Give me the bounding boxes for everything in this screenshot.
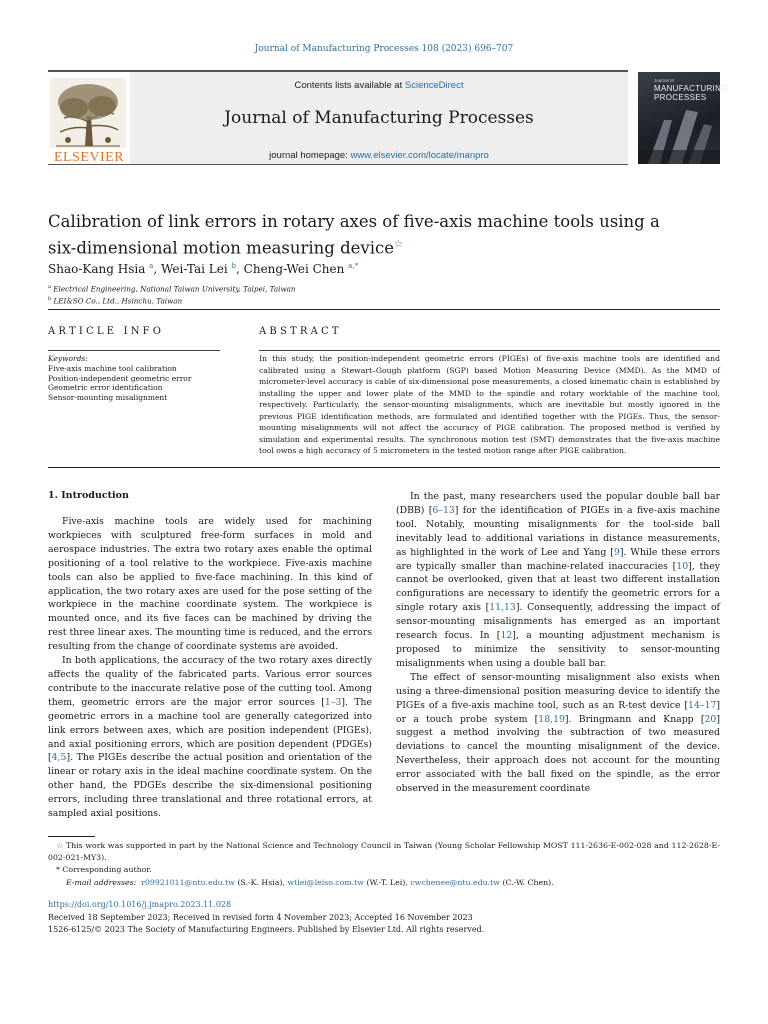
footnotes <box>48 840 720 889</box>
funding-footnote <box>48 840 720 864</box>
affiliation-key: a <box>48 284 51 290</box>
affiliation-text: Electrical Engineering, National Taiwan University, Taipei, Taiwan <box>53 284 296 294</box>
email-link[interactable]: wtlei@leiso.com.tw <box>287 877 364 887</box>
paragraph-text: ]. The geometric errors in a machine tool are generally categorized into link errors between axes, which are position independent (PIGEs), and axial positioning errors, which are position dependent (PDGEs) [ <box>48 696 372 764</box>
email-link[interactable]: r09921011@ntu.edu.tw <box>141 877 235 887</box>
affiliation-item <box>48 282 688 294</box>
author-name: Shao-Kang Hsia <box>48 262 146 276</box>
corresponding-text: Corresponding author. <box>62 865 152 875</box>
email-owner: (W.-T. Lei), <box>366 877 408 887</box>
copyright-notice: 1526-6125/© 2023 The Society of Manufacturing Engineers. Published by Elsevier Ltd. All rights reserved. <box>48 925 485 934</box>
reference-link[interactable]: 12 <box>500 630 513 642</box>
divider <box>259 350 720 351</box>
author-affiliation-mark[interactable]: a <box>149 262 154 270</box>
author-name: Wei-Tai Lei <box>161 262 228 276</box>
paragraph-text: The effect of sensor-mounting misalignment also exists when using a three-dimensional position measuring device to identify the PIGEs of a five-axis machine tool, such as an R-test device [ <box>396 671 720 711</box>
reference-link[interactable]: 6–13 <box>432 504 455 516</box>
reference-link[interactable]: 20 <box>704 713 717 725</box>
paragraph-text: In the past, many researchers used the popular double ball bar (DBB) [ <box>396 491 720 516</box>
cover-title: MANUFACTURING PROCESSES <box>654 84 728 102</box>
contents-availability <box>130 80 628 91</box>
paragraph-text: ] or a touch probe system [ <box>396 699 720 725</box>
keywords-block <box>48 354 228 403</box>
paragraph-text: Five-axis machine tools are widely used for machining workpieces with sculptured free-form surfaces in mold and aerospace industries. The extra two rotary axes enable the optimal positioning of a tool relative to the workpiece. Five-axis machine tools can also be applied to five-face machining. In this kind of application, the two rotary axes are used for the pose setting of the workpiece in the machine coordinate system. The workpiece is mounted once, and its five faces can be machined by driving the rest three linear axes. The mounting time is reduced, and the errors resulting from the change of coordinate systems are avoided. <box>48 516 372 653</box>
contents-prefix: Contents lists available at <box>294 80 405 91</box>
corresponding-mark: * <box>56 865 60 875</box>
body-paragraph <box>396 671 720 796</box>
email-link[interactable]: cwchenee@ntu.edu.tw <box>410 877 500 887</box>
affiliation-item <box>48 294 688 306</box>
author-affiliation-mark[interactable]: a,* <box>348 262 359 270</box>
reference-link[interactable]: 18,19 <box>538 713 565 725</box>
elsevier-wordmark[interactable]: ELSEVIER <box>53 150 125 165</box>
received-dates: Received 18 September 2023; Received in revised form 4 November 2023; Accepted 16 November 2023 <box>48 913 473 922</box>
paragraph-text: ], a mounting adjustment mechanism is proposed to minimize the sensitivity to sensor-mounting misalignments when using a double ball bar. <box>396 630 721 669</box>
affiliation-text: LEI&SO Co., Ltd., Hsinchu, Taiwan <box>53 296 183 306</box>
keyword-item: Geometric error identification <box>48 383 163 393</box>
affiliation-key: b <box>48 296 52 303</box>
abstract-text: In this study, the position-independent geometric errors (PIGEs) of five-axis machine tools are identified and calibrated using a Stewart–Gough platform (SGP) based Motion Measuring Device (MMD). As the MMD of micrometer-level accuracy is cable of six-dimensional pose measurements, a closed kinematic chain is established by installing the upper and lower plate of the MMD to the spindle and rotary worktable of the machine tool, respectively. Particularly, the sensor-mounting misalignments, which are inevitable but mostly ignored in the previous PIGE identification methods, are formulated and identified together with the PIGEs. Thus, the sensor-mounting misalignments will not affect the accuracy of PIGE calibration. The proposed method is verified by simulation and experimental results. The synchronous motion test (SMT) demonstrates that the five-axis machine tool owns a high accuracy of 5 micrometers in the tested motion range after PIGE calibration. <box>259 354 720 455</box>
cover-small-text: Journal of <box>654 78 674 83</box>
divider <box>48 309 720 310</box>
homepage-prefix: journal homepage: <box>269 150 351 161</box>
reference-link[interactable]: 11,13 <box>489 602 516 614</box>
article-info-heading: ARTICLE INFO <box>48 326 165 337</box>
body-left-column <box>48 515 372 821</box>
article-title-text: Calibration of link errors in rotary axes of five-axis machine tools using a six-dimensional motion measuring device <box>48 212 660 258</box>
paragraph-text: ] suggest a method involving the subtraction of two measured deviations to cancel the mounting misalignment of the device. Nevertheless, their approach does not account for the mounting error associated with the ball fixed on the spindle, as the error observed in the measurement coordinate <box>396 713 720 795</box>
journal-cover-thumbnail[interactable] <box>638 72 728 164</box>
reference-link[interactable]: 1–3 <box>324 696 342 708</box>
footnote-divider <box>48 836 95 837</box>
keyword-item: Sensor-mounting misalignment <box>48 393 168 403</box>
reference-link[interactable]: 10 <box>676 560 689 572</box>
homepage-link[interactable]: www.elsevier.com/locate/manpro <box>350 150 489 161</box>
section-heading-introduction: 1. Introduction <box>48 490 129 501</box>
affiliations <box>48 282 688 307</box>
paragraph-text: In both applications, the accuracy of the two rotary axes directly affects the quality of the fabricated parts. Various error sources contribute to the inaccurate relative pose of the cutting tool. Among them, geometric errors are the major error sources [ <box>48 655 372 708</box>
body-paragraph <box>396 490 720 671</box>
abstract-heading: ABSTRACT <box>259 326 342 337</box>
funding-text: This work was supported in part by the National Science and Technology Council in Taiwan (Young Scholar Fellowship MOST 111-2636-E-002-028 and 112-2628-E-002-021-MY3). <box>48 841 720 863</box>
reference-link[interactable]: 9 <box>613 546 620 558</box>
author-affiliation-mark[interactable]: b <box>231 262 237 270</box>
keyword-item: Five-axis machine tool calibration <box>48 363 177 373</box>
corresponding-footnote <box>48 864 720 876</box>
journal-citation[interactable]: Journal of Manufacturing Processes 108 (2023) 696–707 <box>254 44 514 54</box>
journal-homepage <box>130 150 628 161</box>
divider <box>48 467 720 468</box>
header-bottom-rule <box>48 164 628 165</box>
email-label: E-mail addresses: <box>66 877 137 887</box>
paragraph-text: ]. While these errors are typically smaller than machine-related inaccuracies [ <box>396 546 720 572</box>
sciencedirect-link[interactable]: ScienceDirect <box>404 80 464 91</box>
reference-link[interactable]: 4,5 <box>51 752 67 764</box>
cover-machinery-image-icon <box>638 102 720 164</box>
body-right-column <box>396 490 720 796</box>
journal-name: Journal of Manufacturing Processes <box>224 108 534 128</box>
article-title <box>48 210 668 260</box>
email-footnote <box>48 877 720 889</box>
paragraph-text: ] for the identification of PIGEs in a five-axis machine tool. Notably, mounting misalignments for the tool-side ball inevitably lead to additional variations in distance measurements, as highlighted in the work of Lee and Yang [ <box>396 504 720 558</box>
paragraph-text: ]. The PIGEs describe the actual position and orientation of the linear or rotary axis in the ideal machine coordinate system. On the other hand, the PDGEs describe the six-dimensional positioning errors, including three translational and three rotational errors, at sampled axial positions. <box>48 752 372 820</box>
keywords-label: Keywords: <box>48 354 88 363</box>
paragraph-text: ], they cannot be overlooked, given that at least two different installation configurations are necessary to identify the geometric errors for a single rotary axis [ <box>396 560 720 614</box>
email-owner: (C.-W. Chen). <box>502 877 554 887</box>
divider <box>48 350 220 351</box>
title-footnote-star-icon[interactable]: ☆ <box>394 239 404 250</box>
body-paragraph <box>48 654 372 821</box>
journal-header <box>48 70 728 166</box>
author-list: Shao-Kang Hsia $^a$, Wei-Tai Lei $^b$, Cheng-Wei Chen $^{a,*}$ <box>48 262 359 276</box>
paragraph-text: ]. Bringmann and Knapp [ <box>564 713 705 725</box>
paragraph-text: ]. Consequently, addressing the impact of sensor-mounting misalignments has emerged as an important research focus. In [ <box>396 602 721 642</box>
reference-link[interactable]: 14–17 <box>688 699 717 711</box>
funding-star-icon: ☆ <box>56 841 64 850</box>
email-owner: (S.-K. Hsia), <box>237 877 285 887</box>
author-name: Cheng-Wei Chen <box>243 262 345 276</box>
doi-link[interactable]: https://doi.org/10.1016/j.jmapro.2023.11.028 <box>48 900 232 909</box>
body-paragraph <box>48 515 372 654</box>
keyword-item: Position-independent geometric error <box>48 373 192 383</box>
